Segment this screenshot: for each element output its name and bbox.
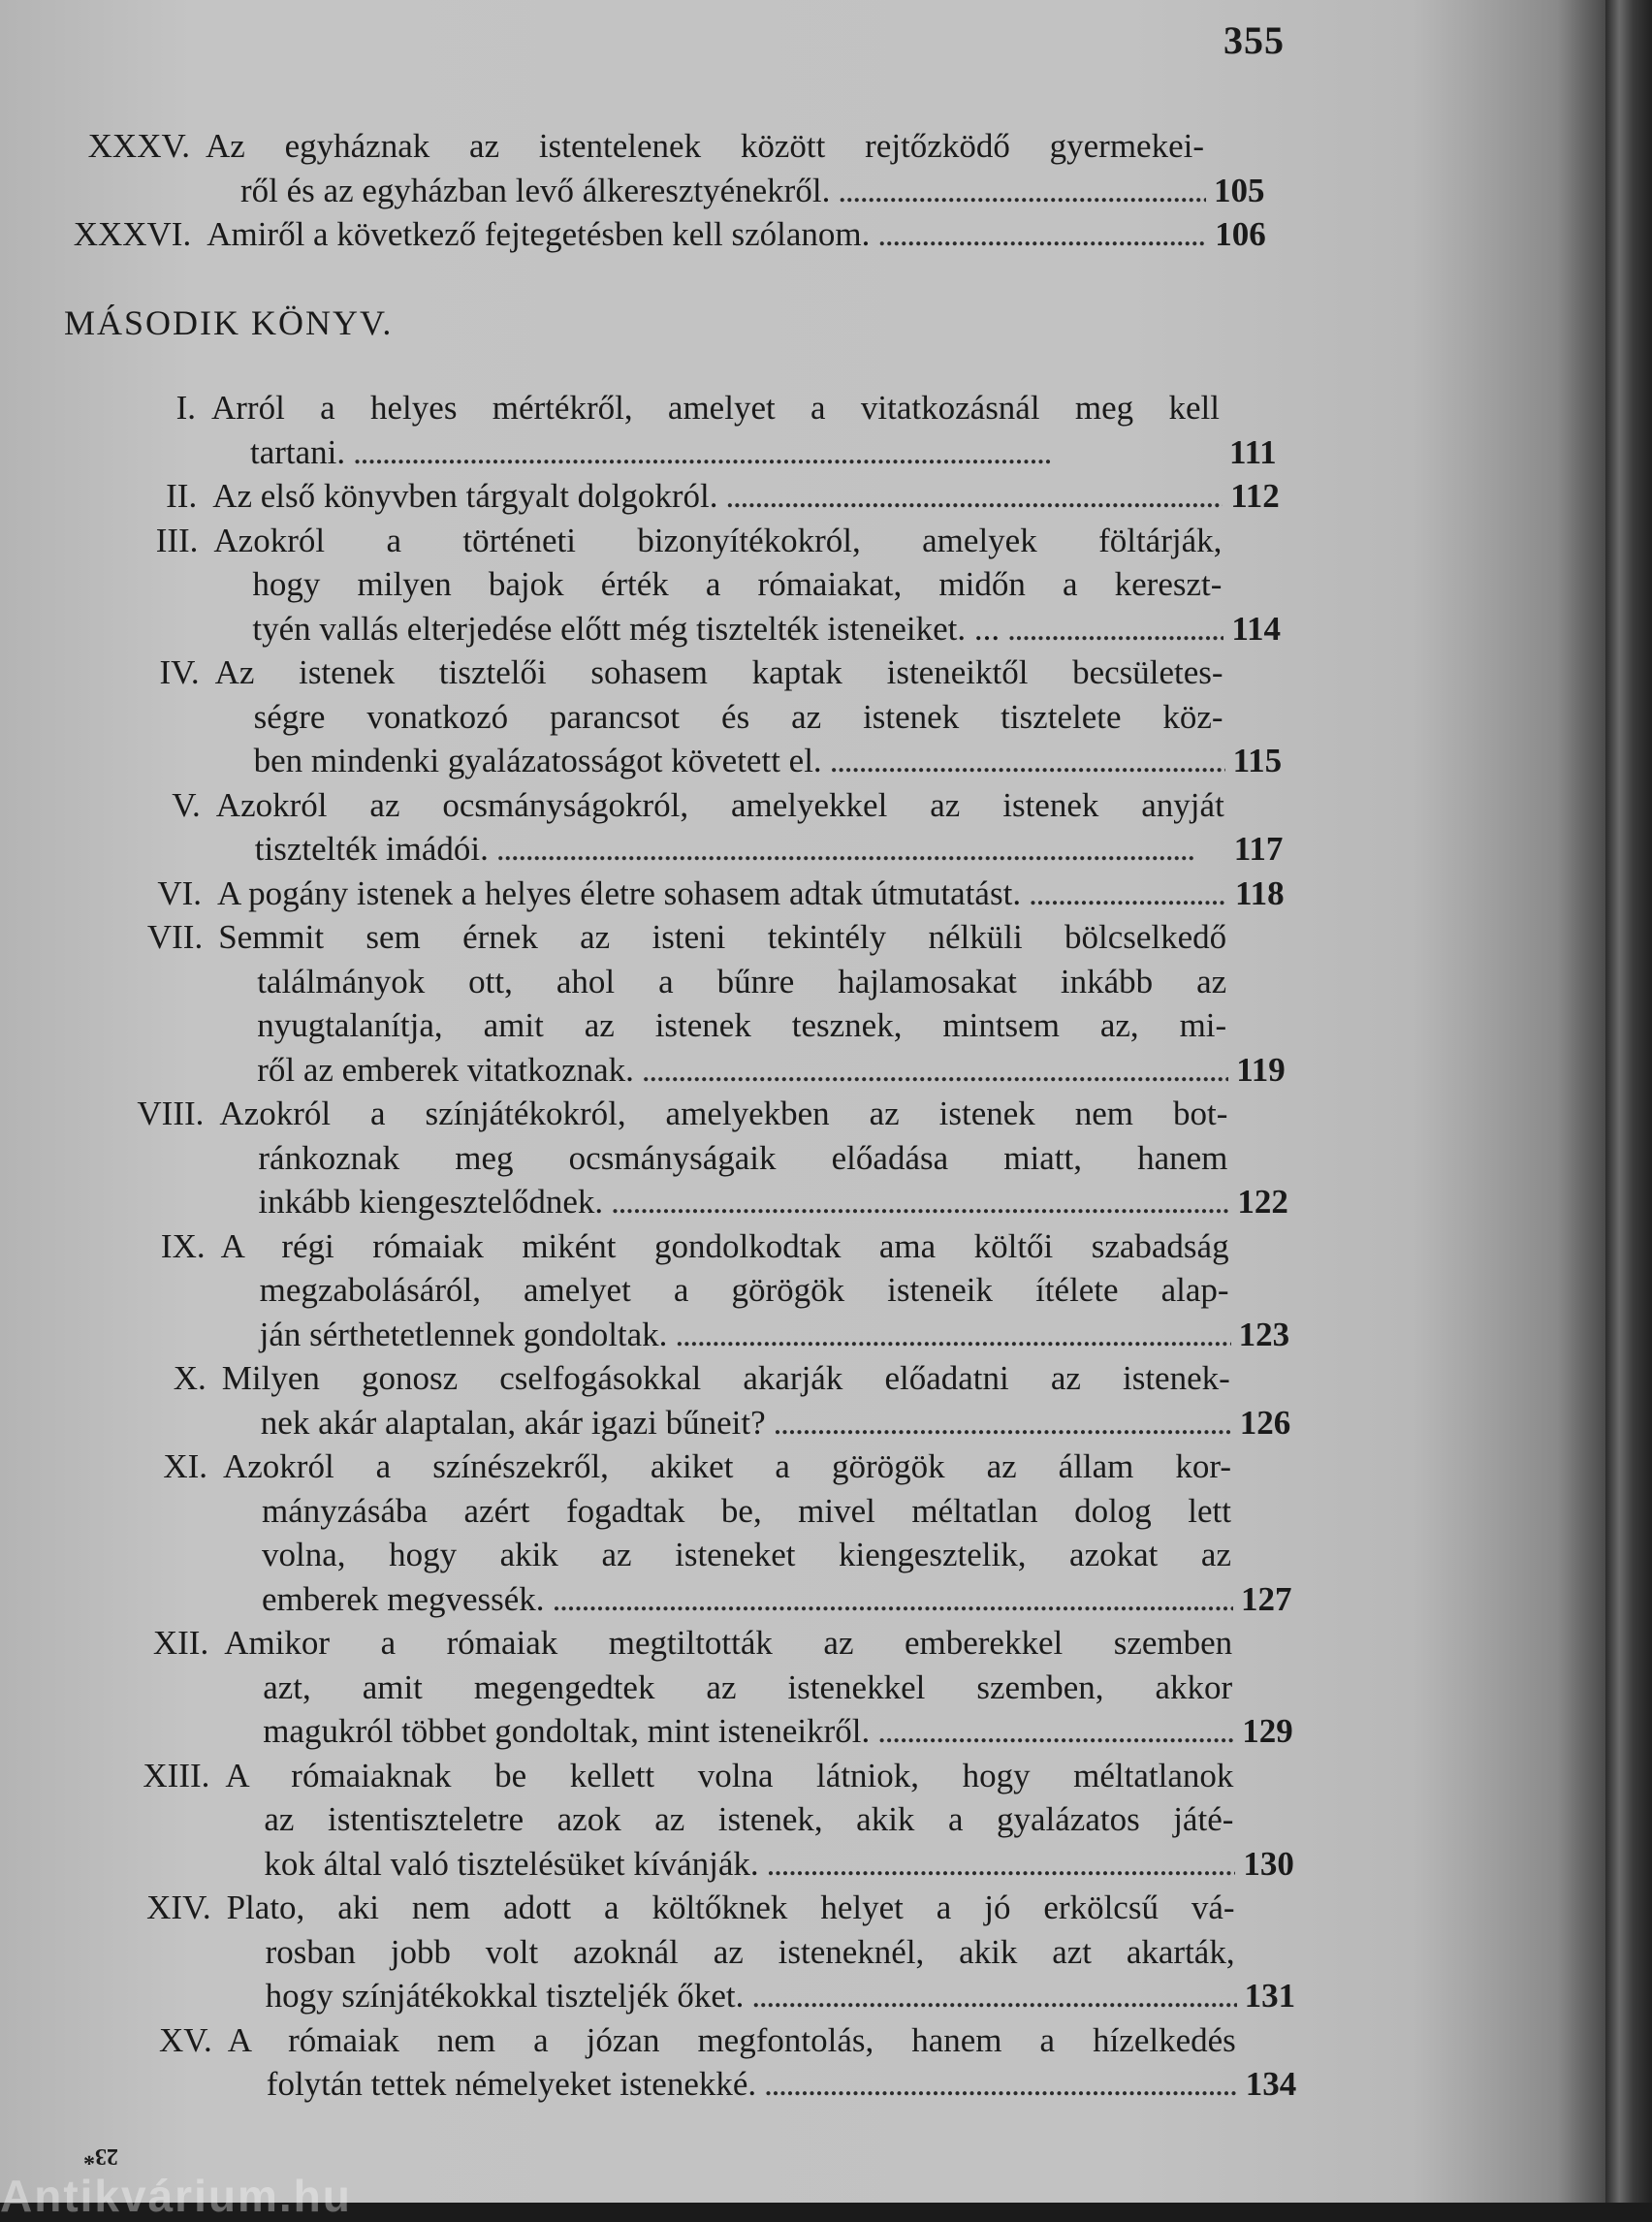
- chapter-numeral: I.: [175, 389, 196, 427]
- chapter-title-line: ről az emberek vitatkoznak.: [257, 1050, 634, 1089]
- chapter-title: [227, 2018, 1297, 2107]
- chapter-numeral: X.: [173, 1359, 206, 1397]
- leader-dots: [764, 2062, 1238, 2107]
- chapter-title-line: magukról többet gondoltak, mint isteneikről.: [263, 1712, 871, 1750]
- chapter-title-line: A régi rómaiak miként gondolkodtak ama költői szabadság: [220, 1226, 1229, 1265]
- page-number: 355: [1223, 18, 1285, 62]
- chapter-title-line: Semmit sem érnek az isteni tekintély nélküli bölcselkedő: [218, 918, 1227, 956]
- chapter-title-line: ján sérthetetlennek gondoltak.: [259, 1315, 668, 1353]
- leader-dots: [496, 827, 1226, 872]
- leader-dots: [642, 1048, 1228, 1093]
- chapter-title-line: Azokról a színjátékokról, amelyekben az istenek nem bot-: [219, 1095, 1228, 1132]
- leader-dots: [830, 739, 1225, 783]
- page-reference: 129: [1242, 1712, 1293, 1750]
- chapter-title-line: Azokról a történeti bizonyítékokról, amelyek föltárják,: [213, 521, 1223, 559]
- chapter-title-line: emberek megvessék.: [262, 1579, 545, 1618]
- chapter-title: [219, 1092, 1288, 1224]
- chapter-title: [224, 1621, 1293, 1754]
- chapter-title: [206, 124, 1265, 212]
- page-reference: 117: [1233, 830, 1284, 868]
- chapter-title: [212, 474, 1280, 519]
- chapter-title-line: ben mindenki gyalázatosságot követett el.: [253, 742, 822, 779]
- chapter-title-line: Azokról az ocsmányságokról, amelyekkel az istenek anyját: [215, 785, 1224, 824]
- chapter-numeral: III.: [155, 521, 199, 559]
- chapter-numeral: V.: [172, 785, 201, 824]
- chapter-title-line: Amikor a rómaiak megtiltották az emberekkel szemben: [224, 1624, 1233, 1662]
- chapter-title: [225, 1754, 1294, 1887]
- page-reference: 111: [1229, 432, 1277, 471]
- chapter-numeral: XIII.: [143, 1756, 210, 1794]
- chapter-title: [217, 872, 1285, 916]
- chapter-title-line: tartani.: [250, 432, 346, 471]
- chapter-title-line: Azokról a színészekről, akiket a görögök az állam kor-: [223, 1447, 1231, 1485]
- chapter-title-line: A rómaiak nem a józan megfontolás, hanem a hízelkedés: [227, 2020, 1236, 2059]
- book-gutter: [1605, 0, 1652, 2203]
- leader-dots: [838, 169, 1206, 213]
- chapter-title-line: Amiről a következő fejtegetésben kell szólanom.: [206, 215, 871, 253]
- page-reference: 131: [1244, 1977, 1296, 2015]
- section-heading: MÁSODIK KÖNYV.: [64, 303, 394, 342]
- chapter-title-line: Arról a helyes mértékről, amelyet a vitatkozásnál meg kell: [211, 389, 1220, 427]
- chapter-numeral: XXXV.: [87, 127, 190, 165]
- chapter-numeral: XXXVI.: [73, 215, 192, 253]
- page-reference: 126: [1239, 1403, 1291, 1442]
- page-reference: 115: [1232, 742, 1283, 779]
- chapter-title: [211, 386, 1277, 474]
- chapter-title-line: volna, hogy akik az isteneket kiengesztelik, azokat az: [262, 1536, 1231, 1573]
- leader-dots: [1007, 607, 1223, 651]
- leader-dots: [877, 212, 1207, 257]
- chapter-title: [223, 1444, 1292, 1621]
- chapter-title-line: mányzásába azért fogadtak be, mivel méltatlan dolog lett: [262, 1491, 1231, 1530]
- page-reference: 119: [1236, 1050, 1286, 1089]
- chapter-title-line: folytán tettek némelyeket istenekké.: [266, 2065, 757, 2103]
- chapter-title: [220, 1224, 1290, 1357]
- chapter-numeral: II.: [166, 477, 198, 515]
- chapter-numeral: XIV.: [146, 1889, 211, 1926]
- chapter-title-line: rosban jobb volt azoknál az isteneknél, akik azt akarták,: [265, 1932, 1235, 1971]
- chapter-title-line: az istentiszteletre azok az istenek, akik a gyalázatos játé-: [264, 1800, 1234, 1838]
- leader-dots: [877, 1709, 1234, 1754]
- printer-mark: 23*: [83, 2143, 118, 2169]
- leader-dots: [774, 1401, 1232, 1445]
- chapter-title-line: Az első könyvben tárgyalt dolgokról.: [212, 477, 718, 515]
- chapter-title-line: találmányok ott, ahol a bűnre hajlamosakat inkább az: [257, 962, 1227, 1000]
- page-reference: 114: [1231, 609, 1281, 648]
- chapter-title: [221, 1356, 1291, 1444]
- chapter-numeral: IV.: [159, 653, 200, 691]
- chapter-numeral: VII.: [146, 918, 204, 956]
- page-reference: 112: [1230, 477, 1280, 515]
- leader-dots: [751, 1974, 1236, 2018]
- chapter-title-line: hogy színjátékokkal tiszteljék őket.: [265, 1977, 745, 2015]
- chapter-title-line: Plato, aki nem adott a költőknek helyet a jó erkölcsű vá-: [226, 1889, 1235, 1926]
- chapter-title-line: ránkoznak meg ocsmányságaik előadása miatt, hanem: [258, 1138, 1228, 1177]
- chapter-title-line: megzabolásáról, amelyet a görögök isteneik ítélete alap-: [259, 1271, 1229, 1309]
- leader-dots: [1029, 872, 1227, 916]
- chapter-title-line: azt, amit megengedtek az istenekkel szemben, akkor: [263, 1667, 1233, 1706]
- leader-dots: [675, 1313, 1230, 1357]
- leader-dots: [353, 430, 1222, 475]
- chapter-title-line: Milyen gonosz cselfogásokkal akarják előadatni az istenek-: [221, 1359, 1230, 1397]
- chapter-title: [215, 783, 1284, 872]
- chapter-numeral: IX.: [160, 1226, 206, 1265]
- chapter-title-line: hogy milyen bajok érték a rómaiakat, midőn a kereszt-: [252, 565, 1223, 603]
- page-reference: 118: [1235, 873, 1285, 912]
- chapter-numeral: XII.: [152, 1624, 209, 1662]
- chapter-title-line: ről és az egyházban levő álkeresztyénekről.: [240, 171, 831, 209]
- chapter-title: [214, 651, 1283, 783]
- watermark: Antikvárium.hu: [0, 2171, 352, 2221]
- chapter-title-line: tisztelték imádói.: [254, 830, 489, 868]
- chapter-title-line: kok által való tisztelésüket kívánják.: [264, 1844, 759, 1883]
- chapter-title-line: nyugtalanítja, amit az istenek tesznek, mintsem az, mi-: [257, 1006, 1227, 1044]
- chapter-numeral: XV.: [159, 2020, 212, 2059]
- page-reference: 130: [1243, 1844, 1294, 1883]
- page-reference: 134: [1245, 2065, 1297, 2103]
- page-reference: 123: [1238, 1315, 1290, 1353]
- leader-dots: [726, 474, 1223, 519]
- chapter-title-line: Az istenek tisztelői sohasem kaptak isteneiktől becsületes-: [214, 653, 1223, 691]
- chapter-title-line: nek akár alaptalan, akár igazi bűneit?: [260, 1403, 766, 1442]
- chapter-title-line: Az egyháznak az istentelenek között rejtőzködő gyermekei-: [206, 127, 1204, 165]
- leader-dots: [553, 1577, 1233, 1622]
- chapter-title-line: A pogány istenek a helyes életre sohasem adtak útmutatást.: [217, 873, 1022, 912]
- chapter-numeral: VI.: [157, 873, 202, 912]
- chapter-title: [206, 212, 1266, 257]
- page-reference: 127: [1241, 1579, 1292, 1618]
- chapter-title: [218, 915, 1286, 1092]
- page-reference: 105: [1214, 171, 1265, 209]
- leader-dots: [611, 1180, 1229, 1224]
- page-reference: 106: [1215, 215, 1266, 253]
- chapter-title-line: ségre vonatkozó parancsot és az istenek tisztelete köz-: [253, 697, 1223, 736]
- page-reference: 122: [1237, 1183, 1288, 1221]
- chapter-numeral: XI.: [163, 1447, 207, 1485]
- chapter-title: [226, 1886, 1296, 2018]
- chapter-title-line: inkább kiengesztelődnek.: [258, 1183, 604, 1221]
- leader-dots: [767, 1842, 1236, 1887]
- chapter-title: [213, 519, 1281, 651]
- chapter-numeral: VIII.: [137, 1095, 205, 1132]
- chapter-title-line: A rómaiaknak be kellett volna látniok, hogy méltatlanok: [225, 1756, 1234, 1794]
- chapter-title-line: tyén vallás elterjedése előtt még tisztelték isteneiket. ...: [252, 609, 1001, 648]
